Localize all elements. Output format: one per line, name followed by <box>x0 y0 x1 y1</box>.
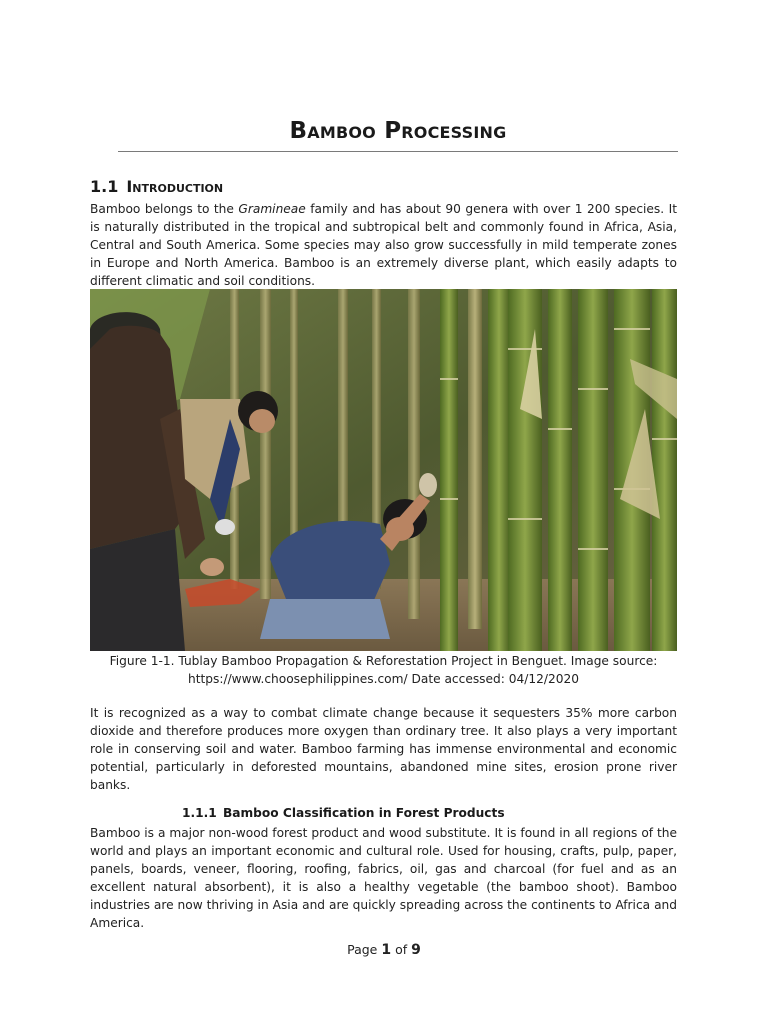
of-label: of <box>395 942 408 957</box>
page-current: 1 <box>381 942 392 958</box>
document-title: Bamboo Processing <box>289 118 507 144</box>
caption-line-2: https://www.choosephilippines.com/ Date accessed: 04/12/2020 <box>188 672 579 686</box>
figure-caption <box>90 652 677 688</box>
climate-paragraph: It is recognized as a way to combat climate change because it sequesters 35% more carbon dioxide and therefore produces more oxygen than ordinary tree. It also plays a very important role in conserving soil and water. Bamboo farming has immense environmental and economic potential, particularly in deforested mountains, abandoned mine sites, erosion prone river banks. <box>90 706 677 792</box>
section-heading <box>90 177 223 196</box>
section-number: 1.1 <box>90 177 119 196</box>
subsection-title: Bamboo Classification in Forest Products <box>222 806 505 820</box>
page-label: Page <box>347 942 378 957</box>
caption-line-1: Figure 1-1. Tublay Bamboo Propagation & Reforestation Project in Benguet. Image source: <box>109 654 658 668</box>
bamboo-photo-illustration <box>90 289 677 651</box>
subsection-number: 1.1.1 <box>182 806 217 820</box>
intro-text-rest: family and has about 90 genera with over 1 200 species. It is naturally distributed in the tropical and subtropical belt and commonly found in Africa, Asia, Central and South America. Some species may also grow successfully in mild temperate zones in Europe and North America. Bamboo is an extremely diverse plant, which easily adapts to different climatic and soil conditions. <box>90 202 677 288</box>
title-underline <box>118 151 678 152</box>
classification-paragraph: Bamboo is a major non-wood forest product and wood substitute. It is found in all regions of the world and plays an important economic and cultural role. Used for housing, crafts, pulp, paper, panels, boards, veneer, flooring, roofing, fabrics, oil, gas and charcoal (for fuel and as an excellent natural absorbent), it is also a healthy vegetable (the bamboo shoot). Bamboo industries are now thriving in Asia and are quickly spreading across the continents to Africa and America. <box>90 826 677 930</box>
intro-text-start: Bamboo belongs to the <box>90 202 239 216</box>
intro-paragraph <box>90 200 677 290</box>
page-total: 9 <box>411 942 421 958</box>
section-title: Introduction <box>126 177 224 196</box>
subsection-heading <box>182 806 505 820</box>
bamboo-photo <box>90 289 677 651</box>
page-footer <box>0 942 768 958</box>
intro-italic-term: Gramineae <box>238 202 306 216</box>
